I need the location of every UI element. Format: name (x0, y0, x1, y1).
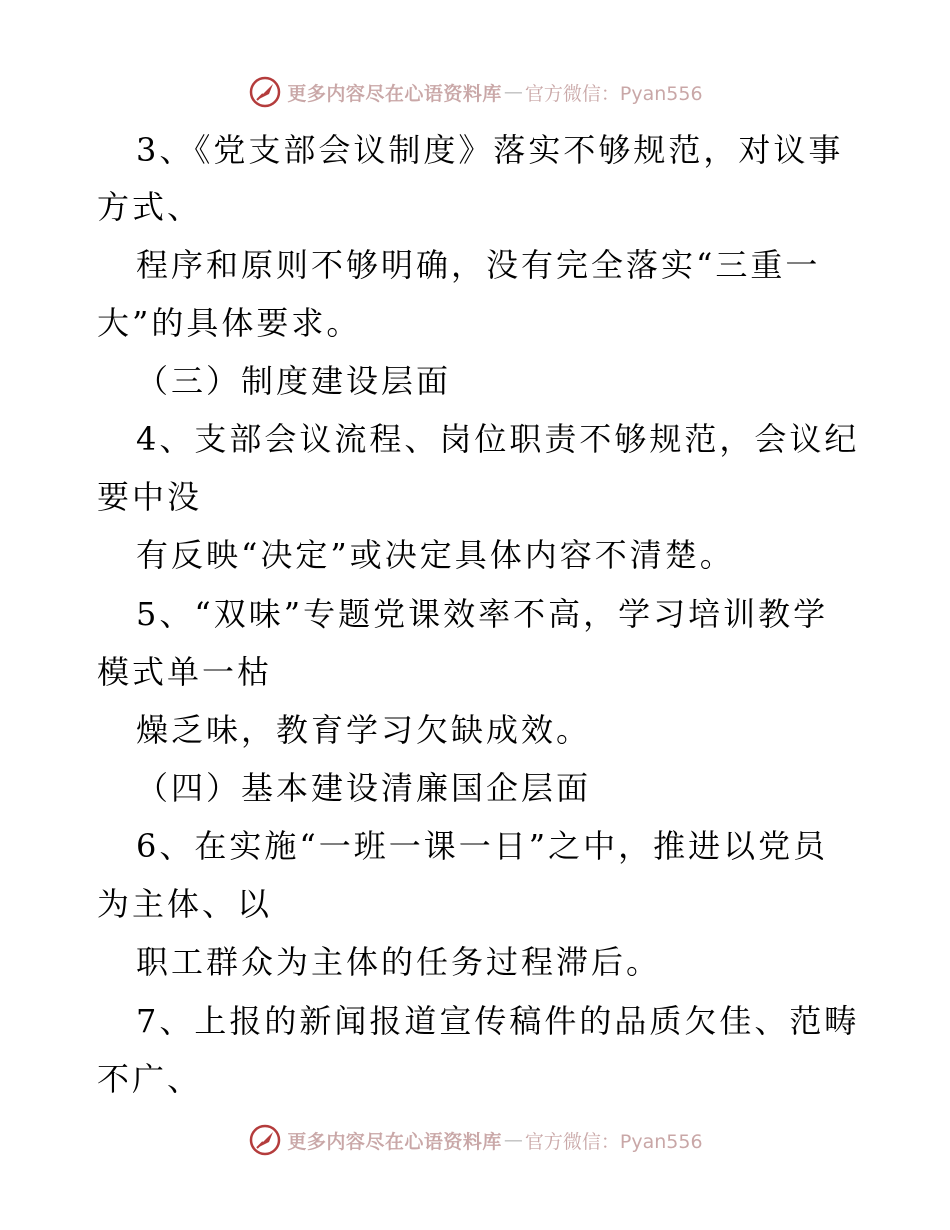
watermark-text: 更多内容尽在心语资料库 (287, 1130, 502, 1153)
body-line: 燥乏味，教育学习欠缺成效。 (136, 711, 592, 749)
body-line: 方式、 (97, 188, 203, 226)
body-line: 6、在实施“一班一课一日”之中，推进以党员 (136, 827, 829, 865)
body-line: 模式单一枯 (97, 653, 273, 691)
watermark-separator: — (503, 1129, 523, 1151)
watermark-contact: 官方微信：Pyan556 (524, 82, 703, 105)
section-heading: （三）制度建设层面 (136, 362, 452, 400)
body-line: 为主体、以 (97, 885, 273, 923)
body-line: 要中没 (97, 478, 203, 516)
section-heading: （四）基本建设清廉国企层面 (136, 769, 592, 807)
footer-watermark (0, 1120, 950, 1160)
body-line: 5、“双味”专题党课效率不高，学习培训教学 (136, 595, 829, 633)
body-line: 3、《党支部会议制度》落实不够规范，对议事 (136, 131, 844, 169)
header-watermark (0, 72, 950, 112)
body-line: 7、上报的新闻报道宣传稿件的品质欠佳、范畴 (136, 1002, 860, 1040)
body-line: 不广、 (97, 1060, 203, 1098)
body-line: 程序和原则不够明确，没有完全落实“三重一 (136, 246, 821, 284)
body-line: 4、支部会议流程、岗位职责不够规范，会议纪 (136, 420, 860, 458)
watermark-contact: 官方微信：Pyan556 (524, 1130, 703, 1153)
body-line: 大”的具体要求。 (97, 304, 362, 342)
quill-logo-icon (247, 74, 283, 110)
watermark-separator: — (503, 81, 523, 103)
body-line: 职工群众为主体的任务过程滞后。 (136, 943, 662, 981)
quill-logo-icon (247, 1122, 283, 1158)
watermark-text: 更多内容尽在心语资料库 (287, 82, 502, 105)
body-line: 有反映“决定”或决定具体内容不清楚。 (136, 536, 735, 574)
